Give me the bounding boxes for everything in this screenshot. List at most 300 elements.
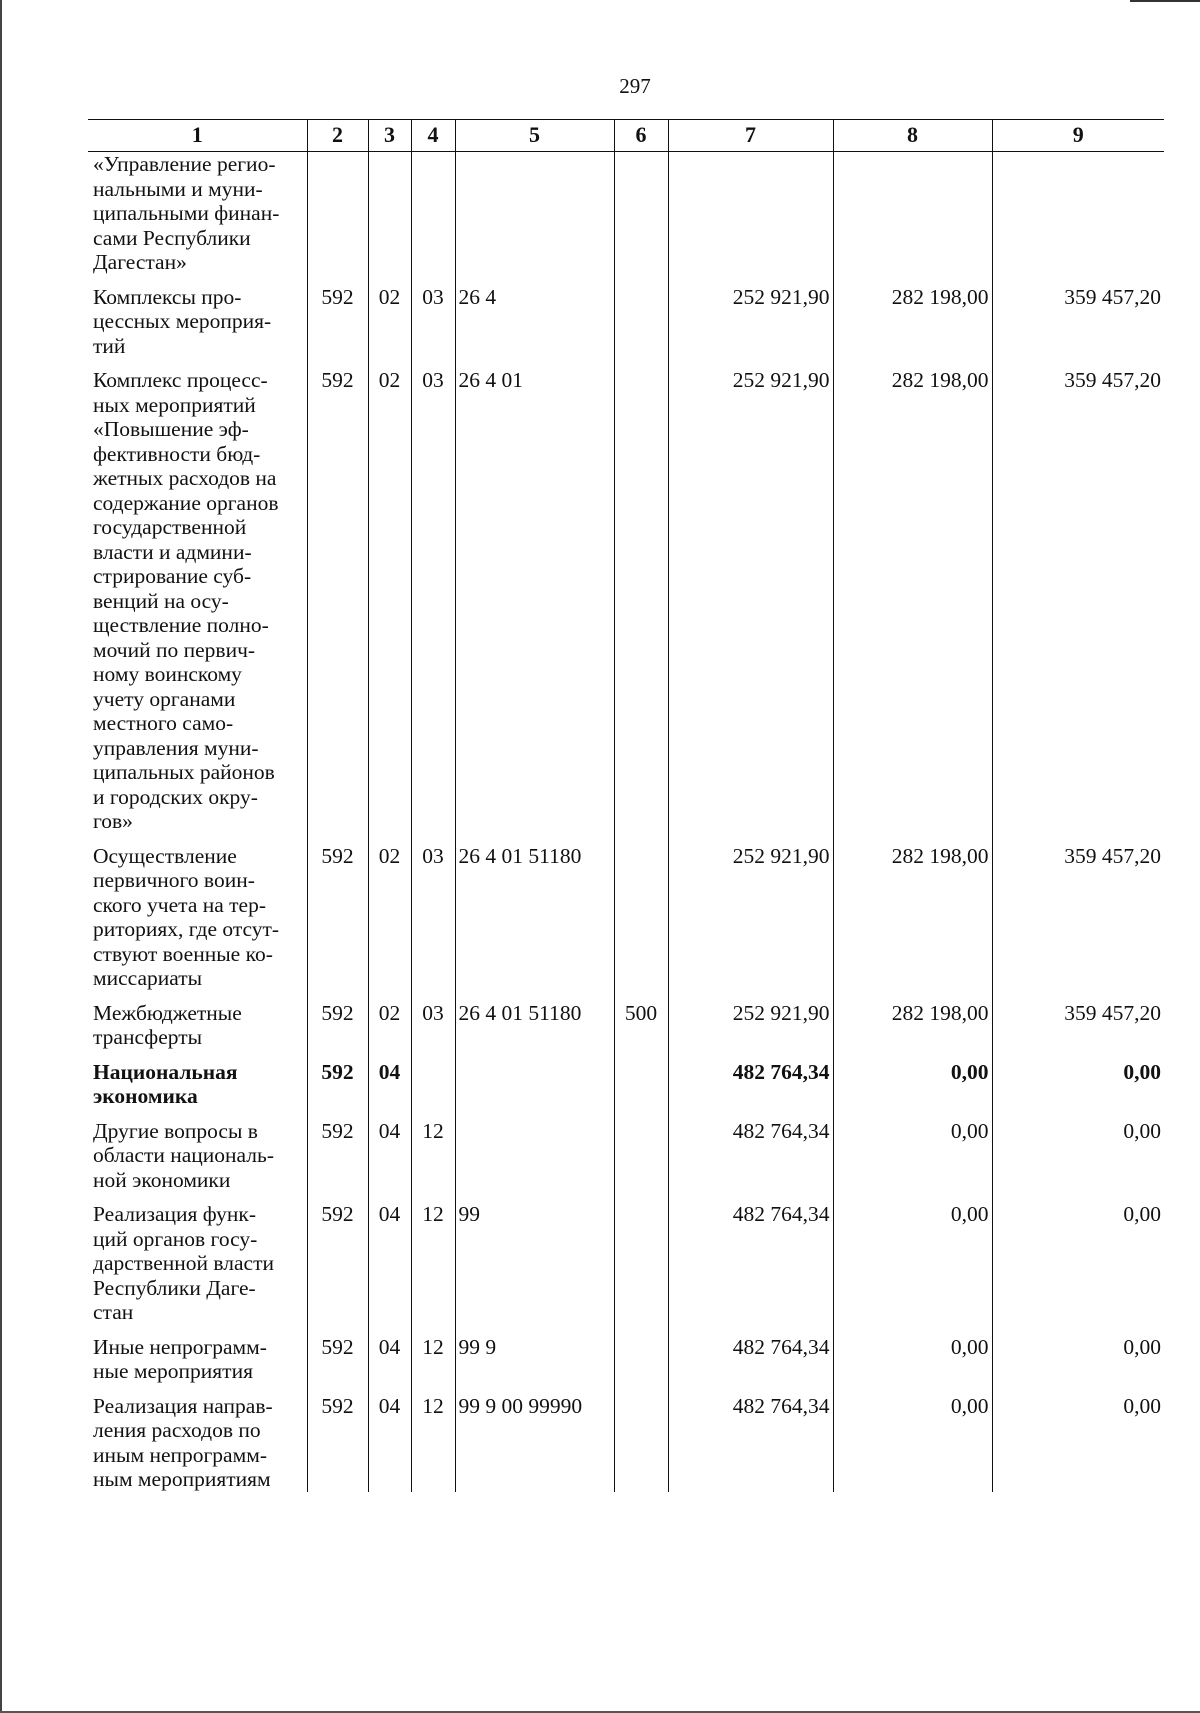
spacer-cell <box>88 1325 307 1335</box>
cell-code-5 <box>455 152 614 275</box>
description-line: управления муни- <box>93 735 259 760</box>
cell-amount-8-value: 0,00 <box>950 1334 989 1359</box>
cell-description <box>88 1060 307 1109</box>
table-row <box>88 368 1164 834</box>
col-header-6: 6 <box>614 120 668 152</box>
cell-code-5-value: 26 4 01 51180 <box>458 843 582 868</box>
cell-description <box>88 285 307 359</box>
cell-amount-9 <box>992 1001 1164 1050</box>
description-line: первичного воин- <box>93 868 255 892</box>
cell-code-2 <box>307 1060 368 1109</box>
cell-amount-7 <box>668 1001 833 1050</box>
cell-code-6 <box>614 1394 668 1492</box>
cell-code-2-value: 592 <box>321 1118 354 1143</box>
cell-description <box>88 1202 307 1325</box>
col-header-2: 2 <box>307 120 368 152</box>
spacer-cell <box>368 275 411 285</box>
cell-code-2-value: 592 <box>321 1202 354 1226</box>
cell-amount-7 <box>668 285 833 359</box>
spacer-cell <box>833 991 992 1001</box>
spacer-cell <box>992 834 1164 844</box>
cell-code-3-value: 04 <box>378 1202 401 1226</box>
col-header-9: 9 <box>992 120 1164 152</box>
cell-code-3 <box>368 1335 411 1384</box>
description-line: «Повышение эф- <box>93 417 249 441</box>
cell-amount-9-value: 0,00 <box>1123 1118 1161 1143</box>
cell-code-3 <box>368 1202 411 1325</box>
budget-table <box>88 119 1164 1492</box>
col-header-8: 8 <box>833 120 992 152</box>
spacer-cell <box>455 275 614 285</box>
cell-code-6 <box>614 152 668 275</box>
cell-code-3-value: 02 <box>378 368 401 392</box>
cell-code-4 <box>411 152 455 275</box>
spacer-cell <box>368 834 411 844</box>
spacer-cell <box>992 991 1164 1001</box>
table-row <box>88 1060 1164 1109</box>
cell-code-4-value: 03 <box>422 843 444 868</box>
description-line: ления расходов по <box>93 1418 261 1442</box>
spacer-cell <box>88 991 307 1001</box>
cell-amount-7-value: 482 764,34 <box>732 1334 830 1359</box>
cell-amount-8-value: 0,00 <box>950 1202 989 1226</box>
cell-amount-9-value: 359 457,20 <box>1064 1000 1161 1025</box>
cell-code-5 <box>455 285 614 359</box>
cell-code-2-value: 592 <box>321 843 354 868</box>
description-line: области националь- <box>93 1143 274 1167</box>
spacer-cell <box>992 1384 1164 1394</box>
spacer-cell <box>992 1192 1164 1202</box>
spacer-cell <box>455 1384 614 1394</box>
spacer-cell <box>307 1192 368 1202</box>
table-body <box>88 152 1164 1492</box>
cell-amount-7-value: 252 921,90 <box>732 368 830 392</box>
cell-amount-8-value: 282 198,00 <box>891 843 989 868</box>
cell-code-6 <box>614 1335 668 1384</box>
cell-amount-7 <box>668 1394 833 1492</box>
cell-code-6 <box>614 1060 668 1109</box>
spacer-cell <box>833 275 992 285</box>
table-row <box>88 1001 1164 1050</box>
cell-amount-9 <box>992 1060 1164 1109</box>
description-line: стрирование суб- <box>93 564 252 588</box>
spacer-cell <box>307 991 368 1001</box>
spacer-cell <box>368 1109 411 1119</box>
spacer-cell <box>668 991 833 1001</box>
spacer-cell <box>307 1109 368 1119</box>
cell-code-2-value: 592 <box>321 368 354 392</box>
spacer-cell <box>307 1325 368 1335</box>
cell-code-4-value: 12 <box>422 1393 444 1418</box>
cell-amount-7 <box>668 1335 833 1384</box>
description-line: жетных расходов на <box>93 466 277 490</box>
spacer-cell <box>368 1384 411 1394</box>
cell-code-4-value: 12 <box>422 1334 444 1359</box>
description-line: ципальными финан- <box>93 201 280 225</box>
cell-code-4 <box>411 1119 455 1193</box>
row-spacer <box>88 1192 1164 1202</box>
description-line: ных мероприятий <box>93 392 256 417</box>
cell-code-4 <box>411 1202 455 1325</box>
spacer-cell <box>368 1325 411 1335</box>
description-line: мочий по первич- <box>93 637 256 662</box>
spacer-cell <box>614 1192 668 1202</box>
cell-code-4 <box>411 1060 455 1109</box>
cell-code-2-value: 592 <box>321 284 354 309</box>
cell-code-4 <box>411 285 455 359</box>
cell-amount-8-value: 282 198,00 <box>891 1000 989 1025</box>
table-row <box>88 285 1164 359</box>
cell-code-3-value: 02 <box>378 284 401 309</box>
cell-code-5-value: 26 4 01 <box>458 368 523 392</box>
cell-code-4-value: 12 <box>422 1118 444 1143</box>
cell-code-5 <box>455 368 614 834</box>
cell-code-4 <box>411 1001 455 1050</box>
description-line: дарственной власти <box>93 1251 274 1275</box>
description-line: ского учета на тер- <box>93 892 267 917</box>
cell-code-4 <box>411 1394 455 1492</box>
spacer-cell <box>614 1325 668 1335</box>
cell-code-2-value: 592 <box>321 1059 354 1084</box>
description-line: содержание органов <box>93 490 279 515</box>
spacer-cell <box>88 1109 307 1119</box>
cell-amount-7-value: 252 921,90 <box>732 843 830 868</box>
cell-code-2 <box>307 368 368 834</box>
spacer-cell <box>88 834 307 844</box>
spacer-cell <box>668 1384 833 1394</box>
description-line: Реализация функ- <box>93 1202 257 1226</box>
spacer-cell <box>668 1325 833 1335</box>
description-line: Комплекс процесс- <box>93 368 268 392</box>
cell-code-5-value: 26 4 <box>458 284 497 309</box>
cell-code-5 <box>455 1202 614 1325</box>
spacer-cell <box>411 1325 455 1335</box>
cell-code-4 <box>411 844 455 991</box>
cell-code-5 <box>455 1394 614 1492</box>
cell-amount-9 <box>992 285 1164 359</box>
cell-code-5 <box>455 1001 614 1050</box>
scan-edge-left <box>0 0 2 1713</box>
spacer-cell <box>992 275 1164 285</box>
description-line: Реализация направ- <box>93 1393 273 1418</box>
spacer-cell <box>88 1192 307 1202</box>
cell-amount-9 <box>992 1335 1164 1384</box>
description-line: венций на осу- <box>93 588 229 613</box>
scan-edge-top-right <box>1130 0 1200 2</box>
spacer-cell <box>307 275 368 285</box>
cell-code-6 <box>614 368 668 834</box>
cell-amount-9-value: 0,00 <box>1123 1334 1161 1359</box>
spacer-cell <box>833 1050 992 1060</box>
description-line: Другие вопросы в <box>93 1118 258 1143</box>
row-spacer <box>88 275 1164 285</box>
cell-code-2 <box>307 1119 368 1193</box>
spacer-cell <box>307 1384 368 1394</box>
cell-amount-7 <box>668 844 833 991</box>
cell-amount-8-value: 0,00 <box>950 1393 989 1418</box>
cell-amount-7 <box>668 1119 833 1193</box>
cell-code-3-value: 04 <box>378 1393 401 1418</box>
description-line: миссариаты <box>93 966 203 990</box>
cell-amount-8 <box>833 368 992 834</box>
cell-amount-7-value: 252 921,90 <box>732 284 830 309</box>
description-line: сами Республики <box>93 225 251 250</box>
cell-code-2 <box>307 285 368 359</box>
table-row <box>88 152 1164 275</box>
table-row <box>88 1202 1164 1325</box>
spacer-cell <box>411 1050 455 1060</box>
cell-code-3-value: 02 <box>378 1000 401 1025</box>
col-header-1: 1 <box>88 120 307 152</box>
cell-amount-8 <box>833 844 992 991</box>
cell-amount-8 <box>833 1202 992 1325</box>
spacer-cell <box>368 1192 411 1202</box>
col-header-4: 4 <box>411 120 455 152</box>
col-header-7: 7 <box>668 120 833 152</box>
cell-amount-9-value: 0,00 <box>1123 1393 1161 1418</box>
cell-code-2 <box>307 844 368 991</box>
spacer-cell <box>455 1050 614 1060</box>
cell-amount-9-value: 359 457,20 <box>1064 368 1161 392</box>
cell-amount-7-value: 482 764,34 <box>732 1393 830 1418</box>
description-line: стан <box>93 1300 134 1324</box>
cell-code-2-value: 592 <box>321 1393 354 1418</box>
row-spacer <box>88 1050 1164 1060</box>
spacer-cell <box>614 1384 668 1394</box>
cell-code-3 <box>368 1001 411 1050</box>
cell-code-4-value: 03 <box>422 1000 444 1025</box>
description-line: Республики Даге- <box>93 1275 256 1300</box>
spacer-cell <box>455 991 614 1001</box>
description-line: ствуют военные ко- <box>93 941 273 966</box>
cell-description <box>88 368 307 834</box>
spacer-cell <box>455 358 614 368</box>
cell-code-4-value: 03 <box>422 368 444 392</box>
cell-amount-7-value: 482 764,34 <box>732 1059 830 1084</box>
cell-amount-9 <box>992 1394 1164 1492</box>
spacer-cell <box>668 358 833 368</box>
table-row <box>88 1335 1164 1384</box>
cell-code-5 <box>455 1119 614 1193</box>
cell-code-4 <box>411 1335 455 1384</box>
cell-code-2 <box>307 1202 368 1325</box>
cell-code-5-value: 99 <box>458 1202 480 1226</box>
spacer-cell <box>88 1384 307 1394</box>
cell-amount-9-value: 0,00 <box>1123 1059 1161 1084</box>
spacer-cell <box>614 1109 668 1119</box>
spacer-cell <box>455 834 614 844</box>
cell-amount-8 <box>833 1001 992 1050</box>
cell-code-3-value: 02 <box>378 843 401 868</box>
description-line: ные мероприятия <box>93 1359 253 1383</box>
spacer-cell <box>992 358 1164 368</box>
description-line: учету органами <box>93 686 236 711</box>
cell-code-5 <box>455 844 614 991</box>
spacer-cell <box>455 1325 614 1335</box>
cell-code-3 <box>368 1060 411 1109</box>
cell-amount-9-value: 359 457,20 <box>1064 843 1161 868</box>
cell-amount-8-value: 282 198,00 <box>891 284 989 309</box>
spacer-cell <box>455 1192 614 1202</box>
description-line: Национальная <box>93 1059 238 1084</box>
cell-code-4-value: 12 <box>422 1202 444 1226</box>
description-line: ществление полно- <box>93 613 269 637</box>
cell-amount-7-value: 252 921,90 <box>732 1000 830 1025</box>
description-line: ций органов госу- <box>93 1226 258 1251</box>
spacer-cell <box>992 1109 1164 1119</box>
cell-code-3 <box>368 1119 411 1193</box>
spacer-cell <box>992 1050 1164 1060</box>
spacer-cell <box>88 358 307 368</box>
description-line: государственной <box>93 515 247 539</box>
description-line: местного само- <box>93 711 234 735</box>
spacer-cell <box>411 991 455 1001</box>
spacer-cell <box>614 358 668 368</box>
spacer-cell <box>411 1192 455 1202</box>
description-line: фективности бюд- <box>93 441 261 466</box>
table-row <box>88 1394 1164 1492</box>
row-spacer <box>88 1384 1164 1394</box>
cell-code-6-value: 500 <box>624 1000 658 1025</box>
row-spacer <box>88 991 1164 1001</box>
row-spacer <box>88 834 1164 844</box>
col-header-5: 5 <box>455 120 614 152</box>
cell-code-5-value: 26 4 01 51180 <box>458 1000 582 1025</box>
spacer-cell <box>368 358 411 368</box>
cell-code-3 <box>368 285 411 359</box>
spacer-cell <box>668 1050 833 1060</box>
spacer-cell <box>614 834 668 844</box>
cell-code-3-value: 04 <box>378 1334 401 1359</box>
cell-amount-7-value: 482 764,34 <box>732 1202 830 1226</box>
description-line: ципальных районов <box>93 760 275 784</box>
cell-amount-9 <box>992 844 1164 991</box>
cell-code-3-value: 04 <box>378 1059 401 1084</box>
cell-description <box>88 1394 307 1492</box>
description-line: тий <box>93 333 126 358</box>
description-line: иным непрограмм- <box>93 1442 267 1467</box>
cell-description <box>88 1119 307 1193</box>
cell-amount-8 <box>833 152 992 275</box>
description-line: Дагестан» <box>93 250 187 274</box>
description-line: Иные непрограмм- <box>93 1334 267 1359</box>
cell-amount-8 <box>833 285 992 359</box>
cell-code-3-value: 04 <box>378 1118 401 1143</box>
cell-amount-7 <box>668 152 833 275</box>
spacer-cell <box>307 834 368 844</box>
cell-description <box>88 152 307 275</box>
cell-code-5-value: 99 9 00 99990 <box>458 1393 583 1418</box>
cell-amount-8 <box>833 1119 992 1193</box>
cell-code-2-value: 592 <box>321 1000 354 1025</box>
description-line: экономика <box>93 1084 198 1108</box>
cell-amount-9 <box>992 1119 1164 1193</box>
spacer-cell <box>307 1050 368 1060</box>
cell-amount-8-value: 0,00 <box>950 1118 989 1143</box>
description-line: ной экономики <box>93 1167 231 1192</box>
description-line: Межбюджетные <box>93 1000 242 1025</box>
cell-code-2-value: 592 <box>321 1334 354 1359</box>
cell-amount-7-value: 482 764,34 <box>732 1118 830 1143</box>
cell-amount-9-value: 359 457,20 <box>1064 284 1161 309</box>
spacer-cell <box>833 1192 992 1202</box>
spacer-cell <box>307 358 368 368</box>
col-header-3: 3 <box>368 120 411 152</box>
description-line: нальными и муни- <box>93 176 263 201</box>
cell-amount-7 <box>668 1060 833 1109</box>
description-line: и городских окру- <box>93 784 258 809</box>
description-line: ным мероприятиям <box>93 1467 271 1491</box>
spacer-cell <box>88 275 307 285</box>
row-spacer <box>88 1325 1164 1335</box>
cell-amount-8-value: 0,00 <box>950 1059 989 1084</box>
cell-description <box>88 1335 307 1384</box>
description-line: риториях, где отсут- <box>93 917 280 941</box>
table-header-row <box>88 120 1164 152</box>
spacer-cell <box>668 1109 833 1119</box>
spacer-cell <box>668 1192 833 1202</box>
cell-code-2 <box>307 152 368 275</box>
cell-amount-9-value: 0,00 <box>1123 1202 1161 1226</box>
cell-code-4 <box>411 368 455 834</box>
cell-code-3 <box>368 844 411 991</box>
cell-code-3 <box>368 368 411 834</box>
description-line: цессных мероприя- <box>93 309 272 333</box>
spacer-cell <box>833 1384 992 1394</box>
description-line: ному воинскому <box>93 662 242 686</box>
cell-amount-7 <box>668 1202 833 1325</box>
cell-code-6 <box>614 1001 668 1050</box>
description-line: власти и админи- <box>93 539 252 564</box>
cell-code-6 <box>614 844 668 991</box>
cell-amount-8 <box>833 1060 992 1109</box>
spacer-cell <box>411 358 455 368</box>
spacer-cell <box>668 834 833 844</box>
cell-amount-9 <box>992 152 1164 275</box>
spacer-cell <box>833 834 992 844</box>
row-spacer <box>88 358 1164 368</box>
cell-code-5 <box>455 1060 614 1109</box>
cell-amount-8-value: 282 198,00 <box>891 368 989 392</box>
cell-code-4-value: 03 <box>422 284 444 309</box>
spacer-cell <box>614 1050 668 1060</box>
spacer-cell <box>614 275 668 285</box>
spacer-cell <box>411 275 455 285</box>
cell-code-5-value: 99 9 <box>458 1334 497 1359</box>
cell-amount-9 <box>992 1202 1164 1325</box>
spacer-cell <box>411 1109 455 1119</box>
cell-amount-8 <box>833 1335 992 1384</box>
spacer-cell <box>992 1325 1164 1335</box>
cell-description <box>88 1001 307 1050</box>
cell-amount-9 <box>992 368 1164 834</box>
spacer-cell <box>833 358 992 368</box>
spacer-cell <box>411 1384 455 1394</box>
table-row <box>88 844 1164 991</box>
cell-code-6 <box>614 285 668 359</box>
spacer-cell <box>833 1109 992 1119</box>
spacer-cell <box>88 1050 307 1060</box>
spacer-cell <box>411 834 455 844</box>
spacer-cell <box>668 275 833 285</box>
description-line: Комплексы про- <box>93 284 242 309</box>
cell-amount-8 <box>833 1394 992 1492</box>
description-line: гов» <box>93 809 133 833</box>
spacer-cell <box>368 1050 411 1060</box>
cell-description <box>88 844 307 991</box>
cell-code-2 <box>307 1001 368 1050</box>
cell-code-2 <box>307 1335 368 1384</box>
